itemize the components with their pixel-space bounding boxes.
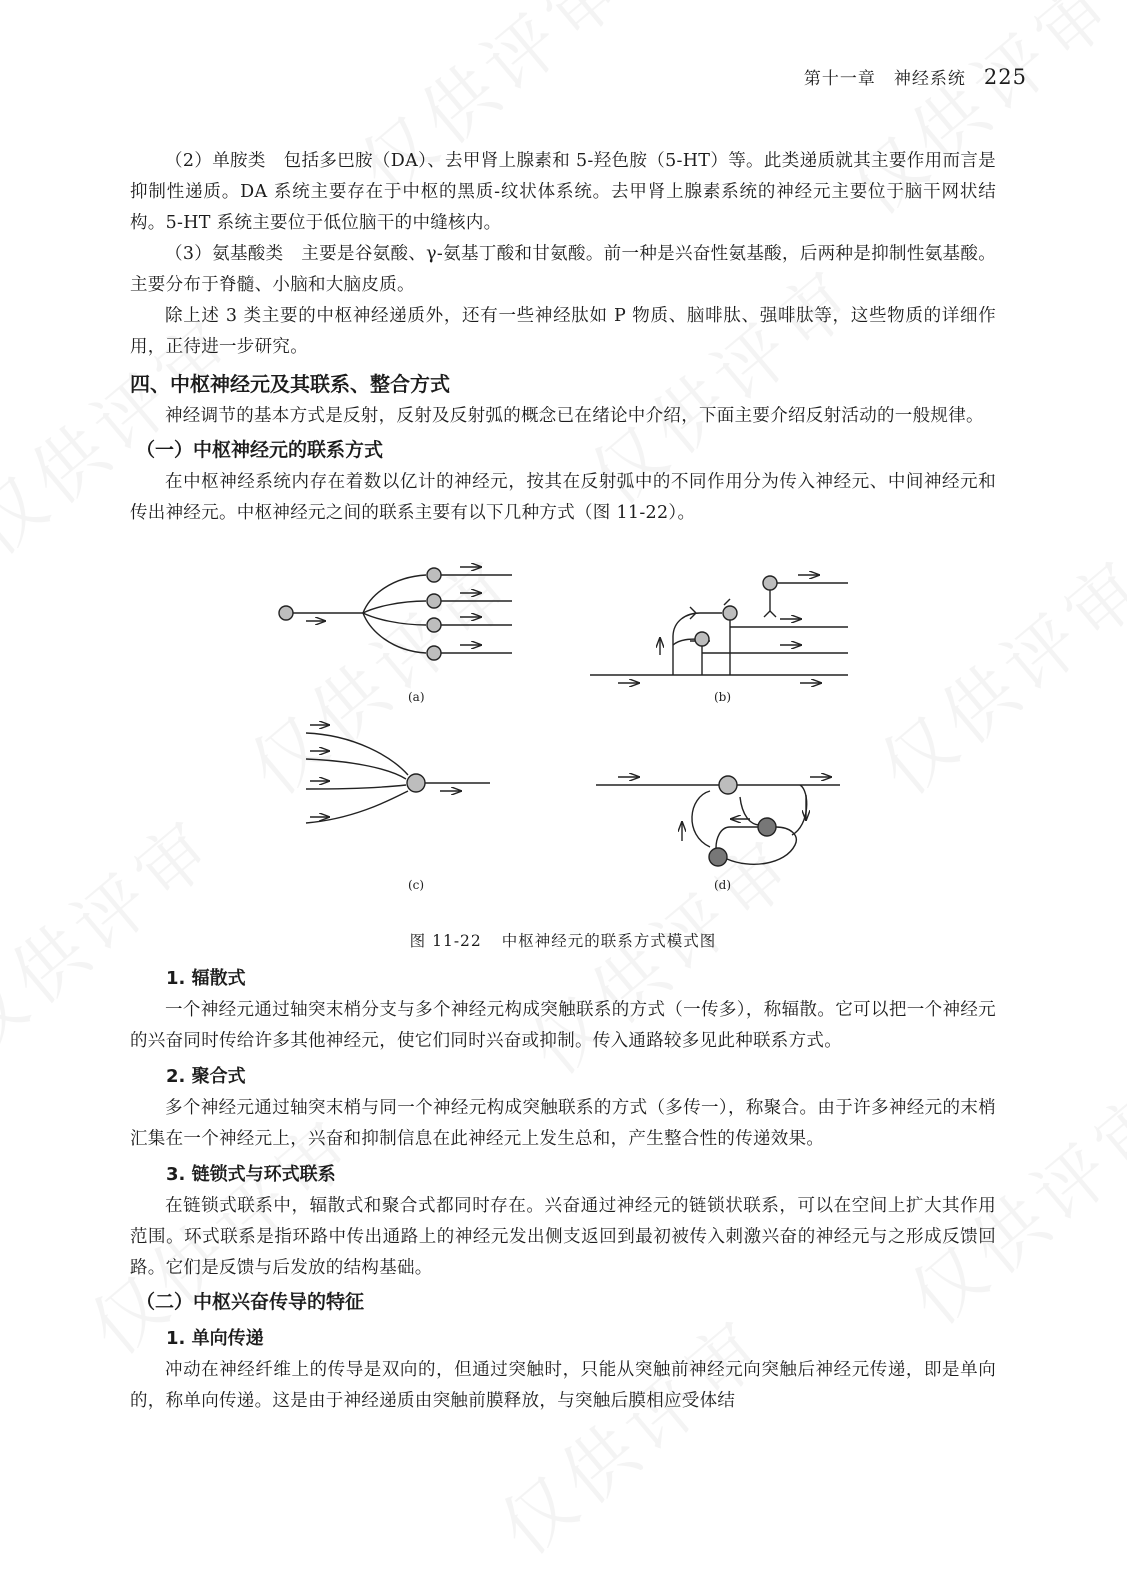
panel-a-divergence [279, 567, 512, 660]
page-content [130, 146, 996, 1417]
subsection-heading: （一）中枢神经元的联系方式 [136, 439, 384, 461]
neuron-connection-figure [130, 535, 996, 927]
figure-drawing [130, 535, 996, 927]
running-head [804, 64, 1027, 89]
item-heading: 1. 辐散式 [166, 968, 246, 989]
paragraph: （3）氨基酸类 主要是谷氨酸、γ-氨基丁酸和甘氨酸。前一种是兴奋性氨基酸，后两种是抑制性氨基酸。主要分布于脊髓、小脑和大脑皮质。 [130, 244, 996, 295]
item-heading: 2. 聚合式 [166, 1066, 246, 1087]
paragraph: 在链锁式联系中，辐散式和聚合式都同时存在。兴奋通过神经元的链锁状联系，可以在空间上扩大其作用范围。环式联系是指环路中传出通路上的神经元发出侧支返回到最初被传入刺激兴奋的神经元与之形成反馈回路。它们是反馈与后发放的结构基础。 [130, 1196, 996, 1278]
figure-caption-text: 中枢神经元的联系方式模式图 [501, 932, 717, 950]
panel-b-chain [590, 575, 848, 683]
panel-label-c: (c) [408, 878, 425, 892]
panel-label-d: (d) [714, 878, 732, 892]
paragraph: 多个神经元通过轴突末梢与同一个神经元构成突触联系的方式（多传一），称聚合。由于许多神经元的末梢汇集在一个神经元上，兴奋和抑制信息在此神经元上发生总和，产生整合性的传递效果。 [130, 1098, 996, 1149]
panel-label-b: (b) [714, 690, 732, 704]
page-number: 225 [983, 65, 1027, 89]
paragraph: 神经调节的基本方式是反射，反射及反射弧的概念已在绪论中介绍，下面主要介绍反射活动的一般规律。 [165, 406, 984, 426]
item-heading: 1. 单向传递 [166, 1328, 264, 1349]
item-heading: 3. 链锁式与环式联系 [166, 1164, 336, 1185]
chapter-title: 第十一章 神经系统 [803, 69, 966, 89]
panel-d-loop [596, 776, 840, 866]
panel-label-a: (a) [408, 690, 425, 704]
panel-c-convergence [306, 725, 490, 823]
paragraph: 冲动在神经纤维上的传导是双向的，但通过突触时，只能从突触前神经元向突触后神经元传递，即是单向的，称单向传递。这是由于神经递质由突触前膜释放，与突触后膜相应受体结 [130, 1360, 996, 1411]
figure-number: 图 11-22 [409, 932, 482, 950]
paragraph: 一个神经元通过轴突末梢分支与多个神经元构成突触联系的方式（一传多），称辐散。它可以把一个神经元的兴奋同时传给许多其他神经元，使它们同时兴奋或抑制。传入通路较多见此种联系方式。 [130, 1000, 996, 1051]
section-heading: 四、中枢神经元及其联系、整合方式 [130, 372, 450, 396]
paragraph: 在中枢神经系统内存在着数以亿计的神经元，按其在反射弧中的不同作用分为传入神经元、中间神经元和传出神经元。中枢神经元之间的联系主要有以下几种方式（图 11-22）。 [130, 472, 996, 523]
paragraph: （2）单胺类 包括多巴胺（DA）、去甲肾上腺素和 5-羟色胺（5-HT）等。此类递质就其主要作用而言是抑制性递质。DA 系统主要存在于中枢的黑质-纹状体系统。去甲肾上腺素系统的神经元主要位于脑干网状结构。5-HT 系统主要位于低位脑干的中缝核内。 [130, 151, 996, 233]
figure-caption [130, 929, 996, 951]
paragraph: 除上述 3 类主要的中枢神经递质外，还有一些神经肽如 P 物质、脑啡肽、强啡肽等，这些物质的详细作用，正待进一步研究。 [130, 306, 996, 357]
subsection-heading: （二）中枢兴奋传导的特征 [136, 1291, 365, 1313]
